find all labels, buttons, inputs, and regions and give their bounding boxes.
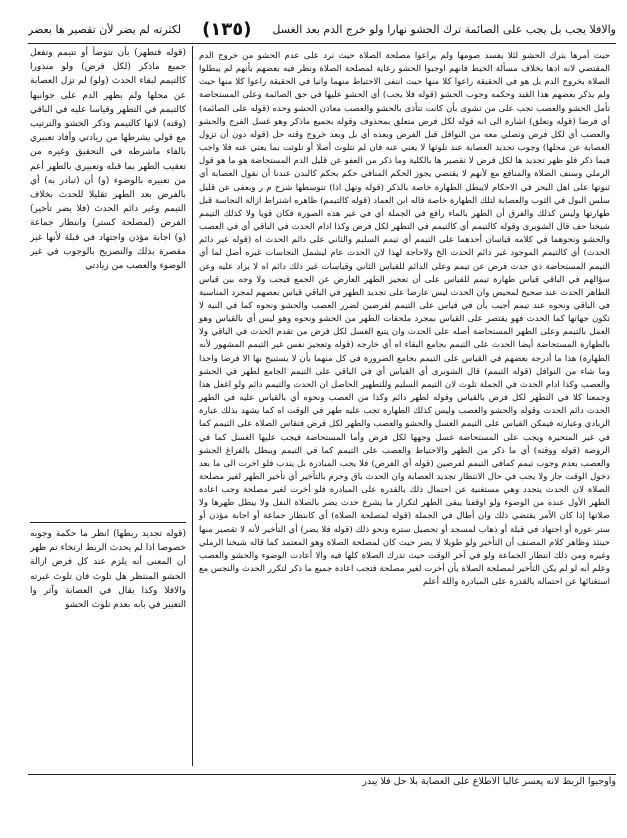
matn-sidebar: [30, 46, 186, 518]
main-commentary-column: [192, 46, 616, 766]
marginal-note-text: (قوله تجديد ربطها) انظر ما حكمة وجوبه خصوصا اذا لم يحدث الربط ارتخاء تم ظهر أن المعنى أنه يلزم عند كل فرض ازالة الحشو المنتظر هل تلوث فان تلوث غيرته والافلا وكذا يقال في العصابة وآثر وا التعبير في بابه بعدم تلوث الحشو: [30, 529, 186, 611]
page-body: [30, 46, 616, 776]
main-commentary-text: حيث أمرها بترك الحشو لئلا يفسد صومها ولم يراعوا مصلحة الصلاة حيث ترد على عدم الحشو من خروج الدم المقتضي لانه ادها بخلاف مسألة الخيط فانهم اوجبوا الحشو رعاية لمصلحة الصلاة ونظر فيه بعضهم بأنهم لم يبطلوا الصلاة بخروج الدم بل هو في الحقيقة راعوا كلا منها حيث انتفى الاحتياط منهما وانيا في الحقيقة راعوا كلا منها حيث ولم يذكر بعضهم هذا القيد وحكمه وجوب الحشو (قوله فلا يجب) أي الحشو عليها في حق الصائمة وعلى المستحاضة تأمل الحشو والعصب تجب على من تشوى بأن كانت تتأذى بالحشو والعصب معادن الحشو وحده (قوله على الصائمة) أي فرضا (قوله وتعلق) اشارة الى انه قوله لكل فرض متعلق بمحذوف وقوله بجميع ماذكر وهو غسل الفرج والحشو والعصب أي لكل فرض وتصلي معه من النوافل قبل الفرض وبعده أي بل وبعد خروج وقته حل (قوله دون أن تزول العصابة عن محلها) وجوب تجديد العصابة عند تلوثها لا يعني عنه فان لم تتلوث أصلا أو تلوثت بما يعني عنه فلا واجب فيما ذكر فلو ظهر تجديد ها لكل فرض لا تقصير ها بالكلية وما ذكر من العفو عن قليل الدم المستحاضة هو ما هو قول الرملي وسنف الصلاة والمنافع مع لأنهم لا يقتضي يجوز الحكم المنافي حكم بحكم كالبدن عندنا أن نقول العصابة أي ثبوتها على اهل البحر في الاحكام لايبطل الطهارة خاصة بالذكر (قوله وتهل اذا) تتوسطها شرح م ر وبعفى عن قليل سلس البول في الثوب والعصابة لتلك الطهارة خاصة قاله ابن العماد (قوله كالتيمم) ظاهره اشتراط ازالة النجاسة قبل طهارتها وليس كذلك والفرق أن الطهر بالماء رافع في الجملة أي في غير هذه الصورة فكان قويا ولا كذلك التيمم شيخنا حف قال الشوبرى وقوله كالتيمم أي كالتيمم في التطهر لكل فرض وكذا ادام الحدث في الباقي أي في العصب والحشو ونحوهما في كلامه قياسان أحدهما على التيمم أي تيمم السليم والثاني على دائم الحدث اه (قوله غير دائم الحدث) أي كالتيمم الموجود غير دائم الحدث الخ ولاحاجة لهذا لان الحدث عام ليشمل النجاسات غيره أصل لما أي التيمم المستحاضة ذي حدث فرض عن تيمم وعلى الدائم للقياس الثاني وقياسات غير ذلك دائم اه لا يزاد عليه وعن سؤالهم في الباقي قياس طهارة تيمم للقياس على أن تعجيز الطهر العارض عن الجمع فيجب ولا وجه بين قياس الطاهر الحدث عند صحيح لمحيض وان الحدث ليس عارضا على تجديد الطهر في الباقي قياس بعضهم لمجرد المناسبة في الباقي ونحوه عند تيمم أجيب بأن في قياس على التيمم لفرضين لضرر العصب والحشو ونحوه كما في النية لا تكون جهاتها كما الحدث فهو يقتصر على القياس بمجرد ملحقات الطهر من الحشو ونحوه وهو ليس أي بالقياس وهو العمل بالتيمم وعلى الطهر المستحاضة أصله على الحدث وان يتبع الغسل لكل فرض من تقدم الحدث في الباقي ولا بالطهارة المستحاضة أيضا الحدث على التيمم بجامع البقاء اه أي خارجه (قوله وتعجيز نفس غير التيمم المشهور لأنه الطهارة) هذا ما أدرجه بعضهم في القياس على التيمم بجامع الضرورة في كل منهما بأن لا يستبيح بها الا فرضا واحدا وما شاء من النوافل (قوله التيمم) قال الشوبرى أي القياس أي في الباقي على التيمم الجامع لطهر في الحشو والعصب وكذا ادام الحدث في الجملة تلوث لان التيمم السليم وللتطهير الحاصل ان الحدث والتيمم دائم ولو اغفل هذا وجمعنا كلا في التطهر لكل فرض بالقياس وقوله لطهر دائم وكذا من العصب ونحوه أي بالقياس عليه في الطهر الحدث دائم الحدث وقوله والحشو والعصب وليس كذلك الطهارة تجب عليه طهر في الوقت اه كما يشهد بذلك عبارة الزيادي وعبارته فيمكن القياس على التيمم الغسل والحشو والعصب والطهر لكل فرض فتقاس الصلاة على التيمم كما في غير المتحيرة ويجب على المستحاضة غسل وجهها لكل فرض وأما المستحاضة فيجب عليها الغسل كما في الروضة (قوله ووقته) أي ما ذكر من الطهر والاحتياط والعصب على التيمم كما في التيمم ويبطل بالفراغ الحشو والعصب بعدم وجوب تيمم كمافي التيمم لفرضين (قوله أي الفرض) فلا يجب المبادرة بل يندب فلو اخرت الى ما بعد دخول الوقت جاز ولا يجب في حال الانتظار تجديد العصابة وان الحدث باق وحرم بالتأخير أي تأخير الطهر لغير مصلحة الصلاة لان الحدث يتجدد وهي مستغنية عن احتمال ذلك بالقدرة على المبادرة فلو أخرت لغير مصلحة وجب اعادة الطهر الأول عنده من الوضوء ولو اوقفنا يبقى الطهر لتكرار ما يشرع حدث يضر بالصلاة النفل ولا يبطل طهرها ولا صلاتها إذا كان الأمر يقتضي ذلك وان أطال في الجملة (قوله لمصلحة الصلاة) أي كانتظار جماعة أو اجابة مؤذن أو ستر عورة أو اجتهاد في قبلة أو ذهاب لمسجد أو تحصيل سترة ونحو ذلك (قوله فلا يضر) أي التأخير لأنه لا تقصير منها حينئذ وظاهر كلام المصنف أن التأخير ولو طويلا لا يضر حيث كان لمصلحة الصلاة وهو المعتمد كما قاله شيخنا الرملي وغيره ومن ذلك انتظار الجماعة ولو في آخر الوقت حيث تدرك الصلاة كلها فيه والا أعادت الوضوء والحشو والعصب وعلم أنه لو لم يكن التأخير لمصلحة الصلاة بأن أخرت لغير مصلحة فتجب اعادة جميع ما ذكر لتكرر الحدث والنجس مع استغنائها عن احتماله بالقدرة على المبادرة والله أعلم: [199, 51, 610, 588]
running-header: [28, 14, 616, 44]
header-left-text: لكثرته لم يضر لأن تقصير ها بعضر: [28, 22, 182, 36]
matn-text: (قوله فتطهر) بأن تتوضأ أو تتيمم وتفعل جميع ماذكر (لكل فرض) ولو منذورا كالتيمم لبقاء الحدث (ولو) لم تزل العصابة عن محلها ولم يظهر الدم على جوانبها كالتيمم في التطهر وقياسا عليه في الباقي (وقته) لانها كالتيمم وذكر الحشو والترتيب مع قولي يشرطها من زيادتي وأفاد تعبيري بالفاء ماشرطه في التحقيق وغيره من تعقيب الطهر بما قبله وتعبيري بالطهر أعم من تعبيره بالوضوء (و) أن (تبادر به) أي بالفرض بعد الطهر تقليلا للحدث بخلاف التيمم وغير دائم الحدث (فلا يضر تأخير) الفرض (لمصلحة كستر) وانتظار جماعة (و) اجابة مؤذن واجتهاد في قبلة لأنها غير مقصرة بذلك والتصريح بالوجوب في غير الوضوء والعصب من زيادتي: [30, 48, 186, 272]
marginal-note: [30, 522, 186, 759]
footer-line: وأوجبوا الربط لانه يعسر غالبا الاطلاع على العصابة بلا حل فلا يبدر: [362, 776, 616, 787]
header-divider: [28, 43, 616, 44]
footer-divider: [28, 774, 616, 775]
header-right-text: والافلا يجب بل يجب على الصائمة ترك الحشو نهارا ولو خرج الدم بعد الغسل: [272, 22, 616, 36]
page-number: (١٣٥): [202, 18, 252, 40]
